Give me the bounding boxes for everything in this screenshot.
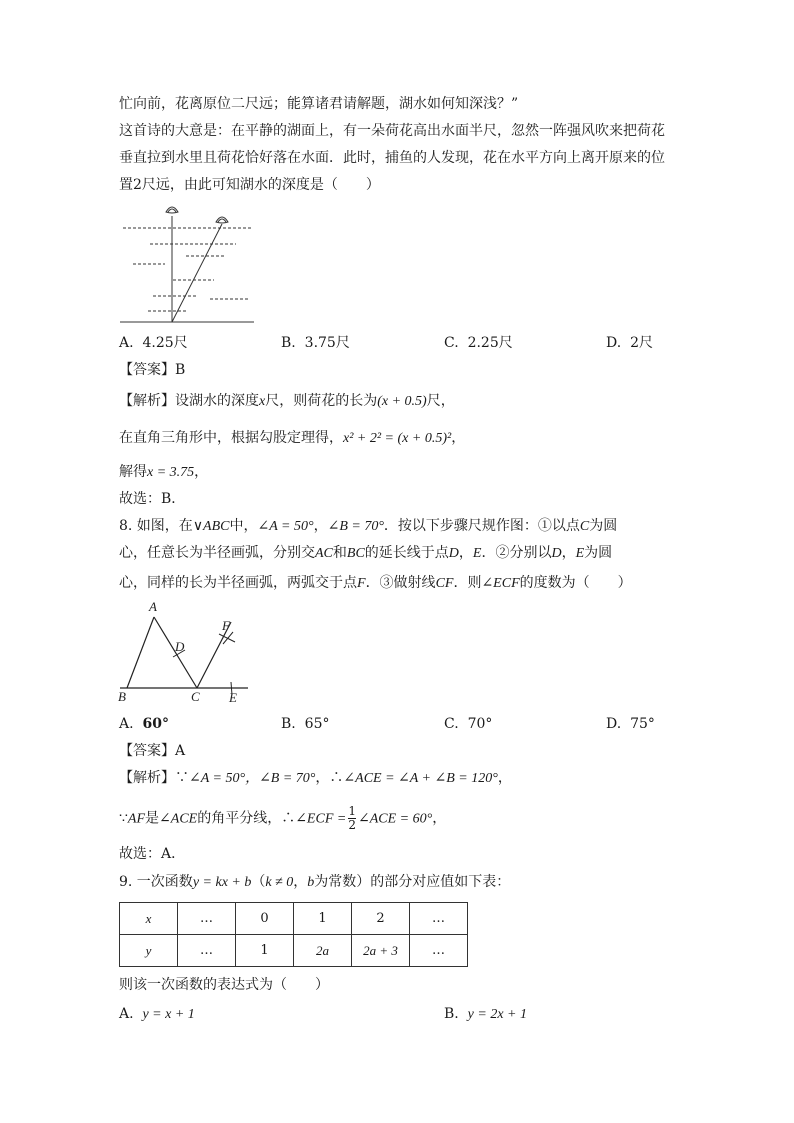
q8-option-b: B. 65° <box>281 716 330 732</box>
table-row <box>120 935 468 967</box>
q7-analysis-line-1: 【解析】设湖水的深度x尺，则荷花的长为(x + 0.5)尺， <box>119 393 455 409</box>
q7-analysis-line-2: 在直角三角形中，根据勾股定理得，x² + 2² = (x + 0.5)²， <box>119 430 466 446</box>
q7-option-a: A. 4.25尺 <box>119 335 188 351</box>
q8-stem-line-3: 心，同样的长为半径画弧，两弧交于点F．③做射线CF．则∠ECF的度数为（ ） <box>119 575 632 591</box>
lotus-flower-icon <box>166 207 178 213</box>
table-cell: … <box>178 903 236 935</box>
q7-option-c: C. 2.25尺 <box>444 335 513 351</box>
q7-analysis-line-3: 解得x = 3.75， <box>119 464 209 480</box>
q8-analysis-line-1: 【解析】∵∠A = 50°，∠B = 70°，∴∠ACE = ∠A + ∠B = 120°， <box>119 770 512 786</box>
q8-conclusion: 故选：A． <box>119 846 186 862</box>
label-f: F <box>222 618 230 633</box>
table-cell: 2 <box>352 903 410 935</box>
triangle-construction-figure <box>115 598 255 708</box>
q8-answer: 【答案】A <box>119 743 186 759</box>
q7-answer: 【答案】B <box>119 362 186 378</box>
label-c: C <box>191 689 200 704</box>
q9-question: 则该一次函数的表达式为（ ） <box>119 977 329 993</box>
table-row <box>120 903 468 935</box>
label-a: A <box>149 599 157 614</box>
q8-stem-line-2: 心，任意长为半径画弧，分别交AC和BC的延长线于点D，E．②分别以D，E为圆 <box>119 545 613 561</box>
q7-conclusion: 故选：B． <box>119 491 186 507</box>
table-cell: … <box>410 935 468 967</box>
table-cell: 1 <box>236 935 294 967</box>
q9-stem: 9. 一次函数y = kx + b（k ≠ 0，b为常数）的部分对应值如下表： <box>119 874 511 890</box>
label-d: D <box>175 639 185 654</box>
table-cell: x <box>120 903 178 935</box>
q7-meaning-line-2: 垂直拉到水里且荷花恰好落在水面．此时，捕鱼的人发现，花在水平方向上离开原来的位 <box>119 150 665 166</box>
side-ab <box>127 617 154 688</box>
table-cell: 1 <box>294 903 352 935</box>
fraction-one-half: $\frac{1}{2}$ <box>348 804 356 832</box>
q8-stem-line-1: 8. 如图，在∨ABC中，∠A = 50°，∠B = 70°．按以下步骤尺规作图：①以点C为圆 <box>119 518 618 534</box>
table-cell: 2a + 3 <box>352 935 410 967</box>
q8-option-a: A. 60° <box>119 716 169 732</box>
table-cell: … <box>178 935 236 967</box>
q8-analysis-line-2: ∵AF是∠ACE的角平分线，∴∠ECF = $\frac{1}{2}$ ∠ACE = 60°， <box>119 804 447 832</box>
lotus-lake-figure <box>118 200 258 326</box>
poem-tail: 忙向前，花离原位二尺远；能算诸君请解题，湖水如何知深浅？” <box>119 96 519 112</box>
table-cell: … <box>410 903 468 935</box>
water-ripples <box>133 244 248 311</box>
q8-option-d: D. 75° <box>606 716 655 732</box>
q7-meaning-line-1: 这首诗的大意是：在平静的湖面上，有一朵荷花高出水面半尺，忽然一阵强风吹来把荷花 <box>119 123 665 139</box>
q7-option-d: D. 2尺 <box>606 335 654 351</box>
q9-option-a: A. y = x + 1 <box>119 1006 195 1022</box>
bent-stem <box>172 224 222 322</box>
table-cell: 2a <box>294 935 352 967</box>
fallen-lotus-flower-icon <box>216 217 228 223</box>
q7-meaning-line-3: 置2尺远，由此可知湖水的深度是（ ） <box>119 177 380 193</box>
table-cell: y <box>120 935 178 967</box>
label-b: B <box>118 689 126 704</box>
q7-option-b: B. 3.75尺 <box>281 335 350 351</box>
table-cell: 0 <box>236 903 294 935</box>
value-table <box>119 902 468 967</box>
q8-option-c: C. 70° <box>444 716 493 732</box>
q9-option-b: B. y = 2x + 1 <box>444 1006 527 1022</box>
label-e: E <box>229 690 237 705</box>
